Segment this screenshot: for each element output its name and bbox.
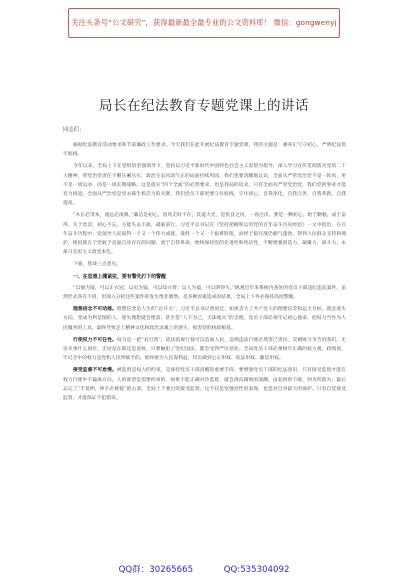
- intro-paragraph: “木长必茂本，流远必浚源。”廉洁是初心，清风无时不在，其道大光，是优良之风，一再注洋。要是一颗初心，始于勤勉，成于奋得，失于怠忽，初心不忘，方能失去不渝，砥砺前行，习近平总书记在《坚持把握和运用党的百年奋斗历史经验》一文中指出，在百年奋斗历程中，党领导人民取得一个又一个伟大成就，战胜一个又一个艰难险阻，而经于稳百战仍朝气蓬勃，得到人民群众支持和拥护，根因就在于党敢于直面自身存在的问题，勇于自我革命，始终保持党的先进性和纯洁性，不断增强创造力、凝聚力、战斗力，永葆马克思主义政党本色。: [63, 213, 346, 256]
- point-text: 理想信念是人生的“总开关”，习近平总书记曾说过，如果丢失了共产党人的理想信念和远大目标，就会迷失方向，变成为利是图的人，迷失理想就会堕落；甚至是“人不为己，天诛地灭”的歪理。党员干部必须牢记初心使命，把权力当作为人民服务的工具，最终导致走上精神文化和政治灵魂上的迷失，损害党的执政根基。: [63, 307, 346, 331]
- qq-number: QQ:535304092: [223, 565, 290, 575]
- point-lead: 行使权力不可任性。: [73, 336, 117, 343]
- transition-paragraph: 下面，我谈三点意见。: [73, 262, 121, 268]
- intro-paragraph: 根据纪法教育活动要求和节前廉政工作要求，今天我们在此开展纪法教育专题党课，我的主题是：涵养正气守初心，严明纪法筑牢底线。: [63, 143, 346, 158]
- point-paragraph: [63, 366, 346, 403]
- point-paragraph: [63, 305, 346, 333]
- promo-banner-text: 关注头条号“公文研究”，获得最新最全最专业的公文资料库！ 微信：gongwenyj: [71, 18, 337, 27]
- point-lead: 理想信念不可动摇。: [73, 306, 117, 313]
- qq-group-number: QQ群：30265665: [118, 565, 194, 575]
- point-lead: 接受监督不可怠慢。: [73, 367, 117, 374]
- point-text: 权力是一把“双刃剑”，依法依规行使可以造福人民，违规违法行使必然害己害民。反腐败斗争告诉我们，无论从事什么岗位，无论是在职还是退休，只要触犯了党纪国法，都会受到严厉惩处。全局党员干部必须树牢正确的权力观、政绩观，牢记手中的权力是党和人民所赋予的，始终要为人民谋利益，切实做到公正用权、依法用权、廉洁用权。: [63, 337, 346, 362]
- document-body: [63, 141, 346, 406]
- page-title: 局长在纪法教育专题党课上的讲话: [99, 98, 309, 114]
- contact-footer: [0, 563, 408, 575]
- section-intro-paragraph: “以铜为镜，可以正衣冠；以史为镜，可以知兴替；以人为镜，可以明得失。”纵观近年来系统内查处的党员干部违纪违法案件，虽然形式各有不同，但深入分析这些案件的发生绝非偶然，是多种因素造成的结果，全局上下务必保持高度警醒。: [63, 285, 346, 301]
- point-paragraph: [63, 336, 346, 364]
- point-text: 被监督是权力的约束，是保持党员干部清醒的重要手段。要增强党员干部的纪法意识，只有接受监督才能在权力行使中不偏离方向。人的欲望是需要约束的，如果不能正确对待监督，就会滑向腐败的深渊。由起初的不敢，到为所欲为，最后忘记了“手莫伸，伸手必被捉”的古训。全局上下要自觉接受监督，这不仅是坚强党性的表现，也是对自身最大的保护。只有自觉接受监督，才能保证不犯错误。: [63, 368, 346, 402]
- salutation: 同志们：: [63, 127, 85, 133]
- intro-paragraph: 今年以来，全局上下在党组的坚强领导下，坚持以习近平新时代中国特色社会主义思想为指导，深入学习宣传贯彻落实党的二十大精神，管党治党责任不断压紧压实，政治生态风清气正的局面持续巩固，我们也要清醒地认识，全面从严管党治党不是一阵风，更不是一项运动，而是一项长期战略。这是落实“四个全面”的必然要求，也是我局的追求。只有全面从严管党治党，我们党的事业才能有力推进。全面从严治党是党永葆生机活力的关键，我们党员干部更要守住底线，守住初心，自我净化，自我完善，自我革新，自我提高。: [63, 164, 346, 207]
- promo-banner: [68, 8, 340, 38]
- section-heading: 一、在思想上绷紧弦，要有警先打下的警醒: [73, 273, 166, 280]
